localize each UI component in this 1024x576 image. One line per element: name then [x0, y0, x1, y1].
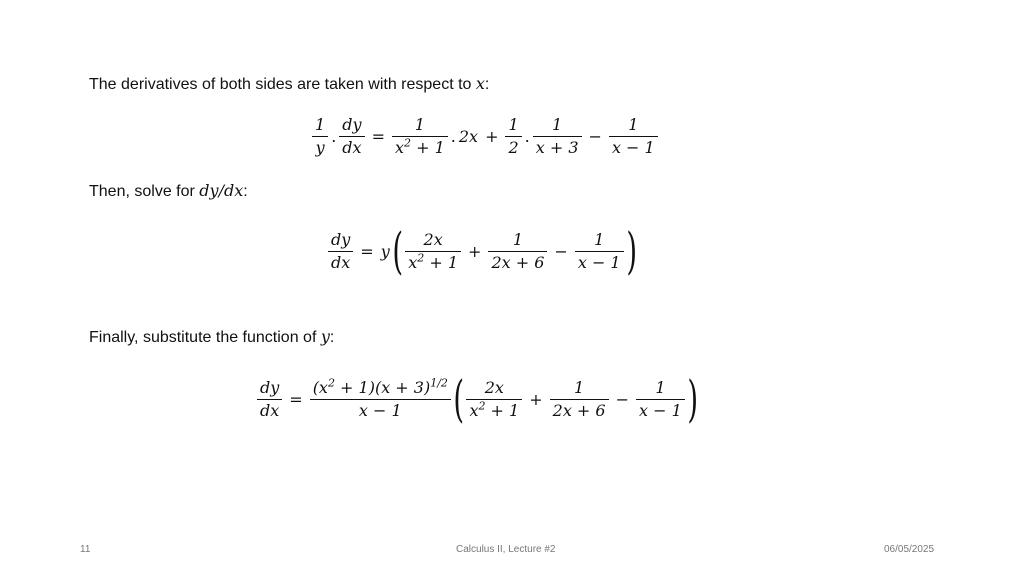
footer-title: Calculus II, Lecture #2 [456, 544, 556, 555]
substitute-sentence: Finally, substitute the function of y: [89, 327, 335, 346]
fraction-1-over-y: $\frac{1}{y}$ [312, 116, 328, 157]
footer-date: 06/05/2025 [884, 544, 935, 555]
equation-derivative-both-sides: $\frac{1}{y}$ . $\frac{dy}{dx}$ = $\frac{1}{x^2 + 1}$ . 2x + $\frac{1}{2}$ . $\frac{1}{x + 3}$ − $\frac{1}{x - 1}$ [310, 116, 660, 157]
variable-y: y [320, 327, 330, 346]
fraction-1-over-x-minus-1: $\frac{1}{x - 1}$ [575, 231, 624, 272]
fraction-2x-over-x2-plus-1: $\frac{2x}{x^2 + 1}$ [466, 379, 522, 420]
fraction-function-of-y: $\frac{(x^2 + 1)(x + 3)^{1/2}}{x - 1}$ [310, 379, 451, 420]
fraction-1-over-x-plus-3: $\frac{1}{x + 3}$ [533, 116, 582, 157]
fraction-1-over-x-minus-1: $\frac{1}{x - 1}$ [636, 379, 685, 420]
fraction-dy-dx: $\frac{dy}{dx}$ [257, 379, 282, 420]
intro-sentence: The derivatives of both sides are taken with respect to x: [89, 74, 490, 93]
fraction-1-over-2: $\frac{1}{2}$ [505, 116, 521, 157]
solve-sentence: Then, solve for dy/dx: [89, 181, 248, 200]
fraction-dy-dx: $\frac{dy}{dx}$ [339, 116, 364, 157]
fraction-1-over-x2-plus-1: $\frac{1}{x^2 + 1}$ [392, 116, 448, 157]
fraction-2x-over-x2-plus-1: $\frac{2x}{x^2 + 1}$ [405, 231, 461, 272]
fraction-1-over-2x-plus-6: $\frac{1}{2x + 6}$ [488, 231, 547, 272]
variable-dy-dx: dy/dx [199, 181, 244, 200]
equation-final-result: $\frac{dy}{dx}$ = $\frac{(x^2 + 1)(x + 3)^{1/2}}{x - 1}$ ( $\frac{2x}{x^2 + 1}$ + $\frac{1}{2x + 6}$ − $\frac{1}{x - 1}$ ) [255, 374, 698, 424]
variable-x: x [475, 74, 485, 93]
fraction-1-over-x-minus-1: $\frac{1}{x - 1}$ [609, 116, 658, 157]
fraction-1-over-2x-plus-6: $\frac{1}{2x + 6}$ [550, 379, 609, 420]
fraction-dy-dx: $\frac{dy}{dx}$ [328, 231, 353, 272]
page-number: 11 [80, 544, 91, 555]
equation-solve-dy-dx: $\frac{dy}{dx}$ = y ( $\frac{2x}{x^2 + 1}$ + $\frac{1}{2x + 6}$ − $\frac{1}{x - 1}$ ) [326, 226, 637, 276]
